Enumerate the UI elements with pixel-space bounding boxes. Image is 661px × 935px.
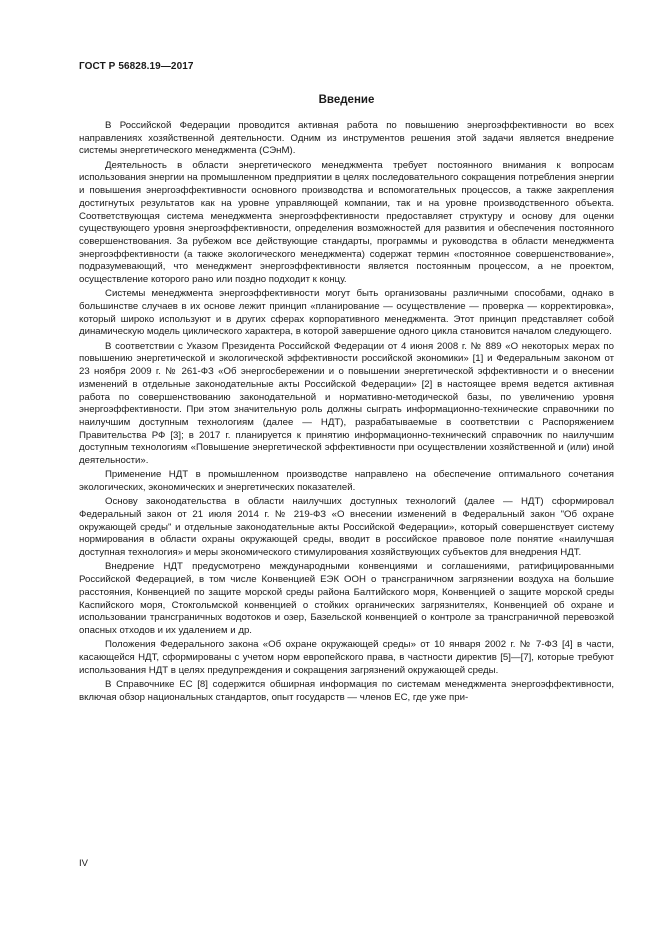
paragraph: Внедрение НДТ предусмотрено международными конвенциями и соглашениями, ратифицированными Российской Федерацией, в том числе Конвенцией ЕЭК ООН о трансграничном загрязнении воздуха на большие расстояния, Конвенцией по защите морской среды района Балтийского моря, Конвенцией о защите морской среды Каспийского моря, Стокгольмской конвенцией о стойких органических загрязнителях, Конвенцией об охране и использовании трансграничных водотоков и озер, Базельской конвенцией о контроле за трансграничной перевозкой опасных отходов и их удалением и др. bbox=[79, 561, 614, 636]
document-code: ГОСТ Р 56828.19—2017 bbox=[79, 61, 194, 72]
paragraph: В Справочнике ЕС [8] содержится обширная информация по системам менеджмента энергоэффективности, включая обзор национальных стандартов, опыт государств — членов ЕС, где уже при- bbox=[79, 678, 614, 703]
paragraph: Основу законодательства в области наилучших доступных технологий (далее — НДТ) сформировал Федеральный закон от 21 июля 2014 г. № 219-ФЗ «О внесении изменений в Федеральный закон "Об охране окружающей среды" и отдельные законодательные акты Российской Федерации», который совершенствует систему нормирования в области охраны окружающей среды, вводит в российское правовое поле понятие «наилучшая доступная технология» и меры экономического стимулирования хозяйствующих субъектов для внедрения НДТ. bbox=[79, 496, 614, 559]
paragraph: В соответствии с Указом Президента Российской Федерации от 4 июня 2008 г. № 889 «О некоторых мерах по повышению энергетической и экологической эффективности российской экономики» [1] и Федеральным законом от 23 ноября 2009 г. № 261-ФЗ «Об энергосбережении и о повышении энергетической эффективности и о внесении изменений в отдельные законодательные акты Российской Федерации» [2] в настоящее время ведется активная работа по совершенствованию законодательной и нормативно-методической базы, по увеличению уровня энергоэффективности. При этом значительную роль должны сыграть информационно-технические справочники по наилучшим доступным технологиям (далее — НДТ), разрабатываемые в соответствии с Распоряжением Правительства РФ [3]; в 2017 г. планируется к принятию информационно-технический справочник по наилучшим доступным технологиям «Повышение энергетической эффективности при осуществлении хозяйственной и (или) иной деятельности». bbox=[79, 340, 614, 467]
paragraph: Положения Федерального закона «Об охране окружающей среды» от 10 января 2002 г. № 7-ФЗ [4] в части, касающейся НДТ, сформированы с учетом норм европейского права, в частности директив [5]—[7], которые требуют использования НДТ в целях предупреждения и сокращения загрязнений окружающей среды. bbox=[79, 639, 614, 676]
paragraph: Применение НДТ в промышленном производстве направлено на обеспечение оптимального сочетания экологических, экономических и энергетических показателей. bbox=[79, 469, 614, 494]
paragraph: Системы менеджмента энергоэффективности могут быть организованы различными способами, однако в большинстве случаев в их основе лежит принцип «планирование — осуществление — проверка — корректировка», который широко используют и в других сферах корпоративного менеджмента. Этот принцип представляет собой динамическую модель циклического характера, в которой завершение одного цикла становится началом следующего. bbox=[79, 288, 614, 338]
paragraph: Деятельность в области энергетического менеджмента требует постоянного внимания к вопросам использования энергии на промышленном предприятии в целях последовательного сокращения потребления энергии и повышения энергоэффективности основного производства и вспомогательных процессов, а также закрепления достигнутых результатов как на уровне управляющей компании, так и на уровне производственного объекта. Соответствующая система менеджмента энергоэффективности предоставляет структуру и основу для оценки существующего уровня энергоэффективности, определения возможностей для развития и обеспечения постоянного совершенствования. За рубежом все действующие стандарты, программы и руководства в области менеджмента энергоэффективности (а также экологического менеджмента) содержат термин «постоянное совершенствование», подразумевающий, что менеджмент энергоэффективности является постоянным процессом, а не проектом, осуществление которого рано или поздно подходит к концу. bbox=[79, 159, 614, 286]
paragraph: В Российской Федерации проводится активная работа по повышению энергоэффективности во всех направлениях хозяйственной деятельности. Одним из инструментов решения этой задачи является внедрение системы энергетического менеджмента (СЭнМ). bbox=[79, 120, 614, 157]
page-number: IV bbox=[79, 858, 88, 869]
section-title: Введение bbox=[318, 94, 375, 106]
body-text bbox=[79, 120, 614, 706]
